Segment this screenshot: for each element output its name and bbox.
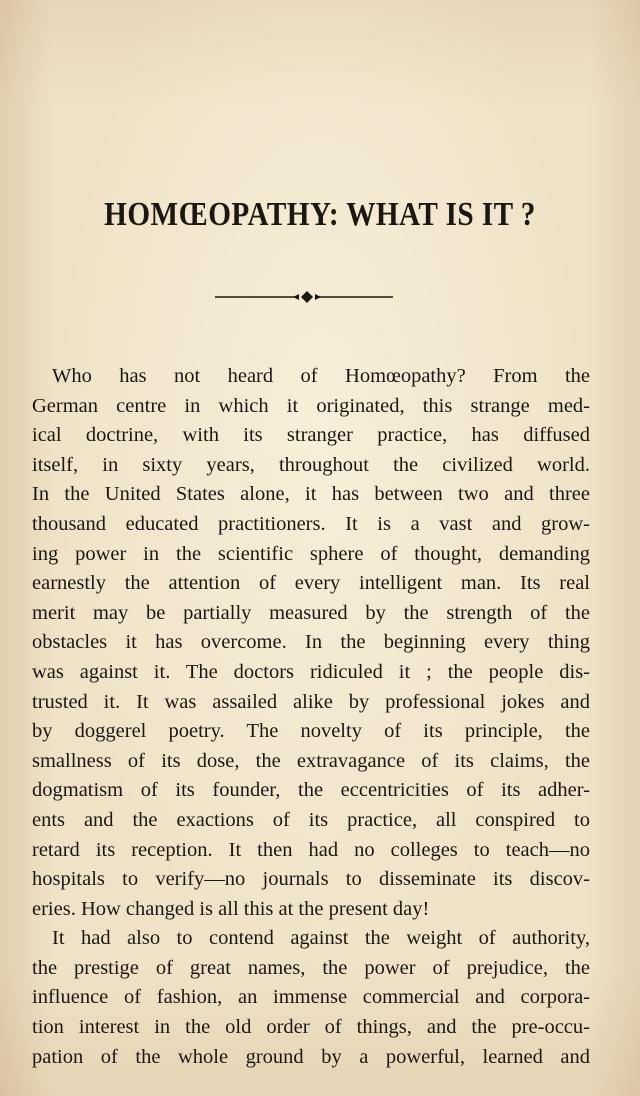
text-line: It had also to contend against the weight of authority, — [52, 927, 590, 950]
text-line: ents and the exactions of its practice, all conspired to — [32, 808, 590, 831]
body-text — [32, 362, 590, 1072]
text-line: German centre in which it originated, this strange med- — [32, 394, 590, 417]
text-line: thousand educated practitioners. It is a vast and grow- — [32, 512, 590, 535]
text-line: ing power in the scientific sphere of thought, demanding — [32, 542, 590, 565]
text-line: obstacles it has overcome. In the beginning every thing — [32, 631, 590, 654]
text-line: itself, in sixty years, throughout the civilized world. — [32, 453, 590, 476]
text-line: pation of the whole ground by a powerful, learned and — [32, 1045, 590, 1068]
text-line: was against it. The doctors ridiculed it ; the people dis- — [32, 660, 590, 683]
chapter-title: HOMŒOPATHY: WHAT IS IT ? — [104, 196, 536, 233]
text-line: by doggerel poetry. The novelty of its principle, the — [32, 720, 590, 743]
text-line: In the United States alone, it has between two and three — [32, 483, 590, 506]
text-line: smallness of its dose, the extravagance of its claims, the — [32, 749, 590, 772]
text-line: eries. How changed is all this at the present day! — [32, 897, 430, 920]
text-line: merit may be partially measured by the strength of the — [32, 601, 590, 624]
text-line: tion interest in the old order of things, and the pre-occu- — [32, 1016, 590, 1039]
text-line: ical doctrine, with its stranger practice, has diffused — [32, 424, 590, 447]
text-line: retard its reception. It then had no colleges to teach—no — [32, 838, 590, 861]
paragraph-1 — [32, 362, 590, 924]
text-line: hospitals to verify—no journals to disseminate its discov- — [32, 868, 590, 891]
text-line: the prestige of great names, the power of prejudice, the — [32, 956, 590, 979]
text-line: earnestly the attention of every intelligent man. Its real — [32, 572, 590, 595]
text-line: Who has not heard of Homœopathy? From the — [52, 365, 590, 387]
text-line: trusted it. It was assailed alike by professional jokes and — [32, 690, 590, 713]
text-line: dogmatism of its founder, the eccentricities of its adher- — [32, 779, 590, 802]
text-line: influence of fashion, an immense commercial and corpora- — [32, 986, 590, 1009]
paragraph-2 — [32, 924, 590, 1072]
rule-with-diamond-ornament-icon — [215, 289, 395, 305]
